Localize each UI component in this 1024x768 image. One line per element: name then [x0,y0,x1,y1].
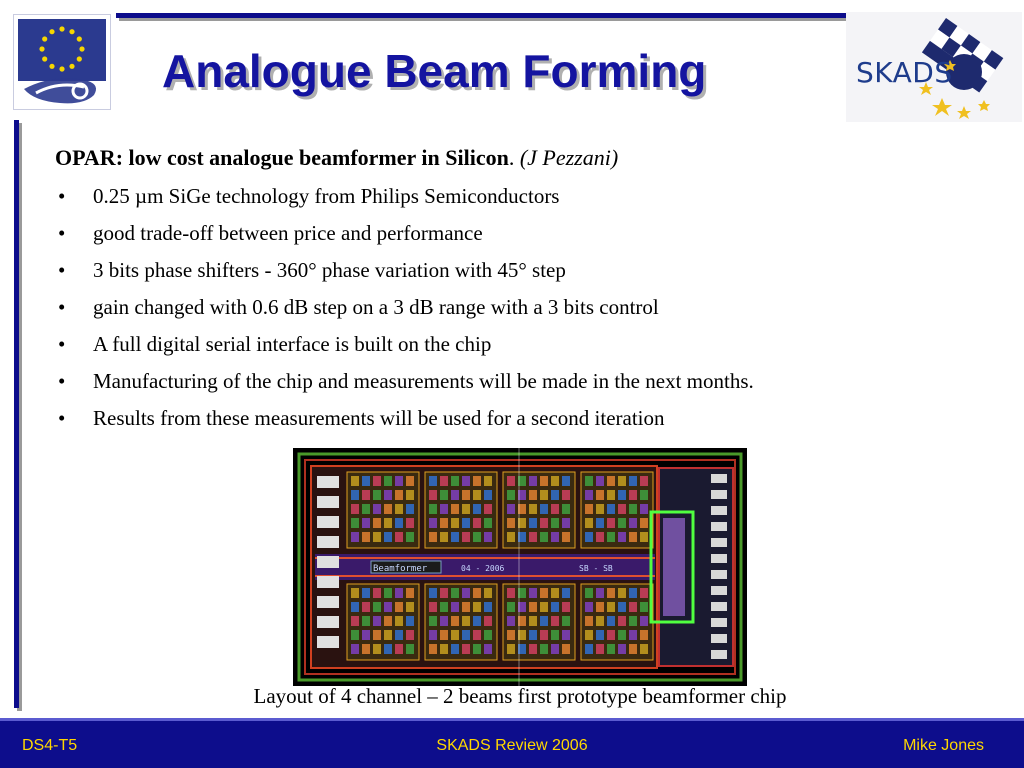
chip-cell [429,532,437,542]
chip-cell [395,490,403,500]
chip-cell [384,588,392,598]
chip-cell [462,490,470,500]
chip-cell [529,518,537,528]
chip-cell [640,490,648,500]
chip-cell [473,504,481,514]
eu-star-icon [69,29,74,34]
slide-heading [55,145,618,171]
chip-cell [585,602,593,612]
chip-cell [607,630,615,640]
chip-cell [562,644,570,654]
chip-cell [429,644,437,654]
chip-cell [551,518,559,528]
beamformer-chip-layout [293,448,747,686]
chip-cell [551,616,559,626]
chip-cell [607,504,615,514]
chip-cell [440,490,448,500]
chip-cell [362,504,370,514]
chip-cell [529,644,537,654]
chip-cell [373,532,381,542]
chip-cell [440,518,448,528]
chip-cell [406,588,414,598]
chip-cell [451,630,459,640]
chip-cell [596,518,604,528]
chip-cell [373,602,381,612]
chip-cell [507,532,515,542]
chip-cell [473,490,481,500]
bullet-text: 0.25 µm SiGe technology from Philips Semiconductors [93,184,560,208]
chip-cell [484,504,492,514]
chip-cell [529,602,537,612]
chip-pad [317,536,339,548]
chip-cell [562,490,570,500]
chip-label-date: 04 - 2006 [461,564,505,573]
chip-cell [607,644,615,654]
chip-pad [711,634,727,643]
chip-cell [618,490,626,500]
chip-cell [351,616,359,626]
chip-cell [395,532,403,542]
chip-cell [607,532,615,542]
chip-cell [540,490,548,500]
eu-star-icon [77,36,82,41]
heading-separator: . [508,145,520,170]
chip-cell [451,504,459,514]
chip-cell [596,602,604,612]
chip-pad [711,554,727,563]
chip-cell [473,602,481,612]
chip-cell [395,602,403,612]
chip-cell [484,602,492,612]
skads-logo-text: SKADS [856,56,953,89]
eu-star-icon [42,36,47,41]
chip-cell [362,518,370,528]
bullet-dot: • [58,221,66,245]
chip-cell [540,476,548,486]
chip-pad [711,474,727,483]
top-frame-rule [116,13,924,18]
chip-cell [429,476,437,486]
chip-cell [484,588,492,598]
chip-cell [585,630,593,640]
chip-cell [351,518,359,528]
chip-cell [596,588,604,598]
chip-cell [351,532,359,542]
chip-cell [507,616,515,626]
chip-cell [618,616,626,626]
chip-cell [406,518,414,528]
chip-cell [585,504,593,514]
chip-cell [618,588,626,598]
chip-pad [711,506,727,515]
chip-cell [640,532,648,542]
chip-cell [585,518,593,528]
chip-cell [462,616,470,626]
chip-cell [451,532,459,542]
chip-cell [629,504,637,514]
chip-cell [451,602,459,612]
chip-cell [529,616,537,626]
chip-pad [317,596,339,608]
bullet-text: Manufacturing of the chip and measurements will be made in the next months. [93,369,754,393]
chip-cell [373,630,381,640]
chip-cell [406,532,414,542]
chip-cell [507,504,515,514]
eu-flag-icon [14,15,110,109]
eu-star-icon [77,56,82,61]
chip-pad [317,576,339,588]
chip-cell [406,490,414,500]
chip-cell [462,602,470,612]
chip-pad [317,496,339,508]
bullet-text: 3 bits phase shifters - 360° phase variation with 45° step [93,258,566,282]
chip-cell [507,630,515,640]
chip-cell [473,476,481,486]
chip-pad [317,616,339,628]
chip-cell [395,588,403,598]
chip-cell [585,490,593,500]
chip-cell [529,504,537,514]
chip-pad [711,650,727,659]
chip-cell [484,630,492,640]
eu-star-icon [59,66,64,71]
chip-cell [484,644,492,654]
chip-cell [351,476,359,486]
chip-cell [596,630,604,640]
eu-star-icon [69,64,74,69]
chip-pad [711,522,727,531]
chip-cell [351,602,359,612]
chip-cell [440,616,448,626]
eu-star-icon [49,64,54,69]
eu-star-icon [79,46,84,51]
chip-cell [373,490,381,500]
left-frame-rule [14,120,19,708]
chip-cell [618,630,626,640]
chip-cell [473,532,481,542]
chip-cell [629,602,637,612]
heading-bold-text: OPAR: low cost analogue beamformer in Silicon [55,145,509,170]
chip-cell [462,532,470,542]
chip-cell [507,644,515,654]
chip-cell [607,588,615,598]
chip-cell [629,476,637,486]
chip-cell [562,532,570,542]
chip-cell [384,644,392,654]
chip-cell [507,602,515,612]
chip-cell [629,630,637,640]
chip-cell [607,616,615,626]
footer-right-text: Mike Jones [903,737,984,754]
chip-cell [395,616,403,626]
chip-cell [551,532,559,542]
chip-cell [451,476,459,486]
chip-cell [484,490,492,500]
chip-cell [395,518,403,528]
chip-cell [529,630,537,640]
bullet-dot: • [58,369,66,393]
chip-cell [473,644,481,654]
chip-cell [629,518,637,528]
chip-cell [395,630,403,640]
chip-cell [429,616,437,626]
chip-cell [596,504,604,514]
chip-cell [451,490,459,500]
chip-cell [540,532,548,542]
chip-cell [384,532,392,542]
chip-cell [640,630,648,640]
bullet-dot: • [58,406,66,430]
chip-cell [373,504,381,514]
chip-cell [629,490,637,500]
chip-cell [395,476,403,486]
chip-cell [629,588,637,598]
chip-cell [362,644,370,654]
chip-cell [384,476,392,486]
chip-cell [607,476,615,486]
chip-pad [317,636,339,648]
chip-cell [406,504,414,514]
footer-left-text: DS4-T5 [22,737,78,754]
chip-cell [551,490,559,500]
chip-label-beamformer: Beamformer [373,564,428,574]
heading-author: (J Pezzani) [519,145,619,170]
chip-cell [562,616,570,626]
chip-cell [362,490,370,500]
chip-cell [451,616,459,626]
chip-pad [711,570,727,579]
chip-cell [462,644,470,654]
bullet-text: good trade-off between price and performance [93,221,483,245]
chip-cell [373,644,381,654]
eu-star-icon [49,29,54,34]
chip-cell [406,616,414,626]
chip-cell [429,490,437,500]
chip-pad [317,556,339,568]
chip-cell [373,518,381,528]
chip-cell [440,602,448,612]
chip-cell [640,588,648,598]
chip-cell [507,476,515,486]
chip-cell [629,644,637,654]
chip-pad [711,602,727,611]
chip-cell [540,602,548,612]
chip-cell [440,532,448,542]
chip-cell [551,630,559,640]
chip-cell [384,630,392,640]
chip-cell [395,644,403,654]
chip-cell [440,644,448,654]
chip-cell [540,630,548,640]
chip-cell [540,588,548,598]
chip-cell [629,616,637,626]
footer-center-text: SKADS Review 2006 [436,737,588,754]
chip-cell [585,644,593,654]
chip-cell [473,518,481,528]
chip-cell [384,490,392,500]
chip-cell [462,476,470,486]
chip-cell [462,588,470,598]
chip-cell [484,532,492,542]
chip-cell [484,476,492,486]
eu-star-icon [59,26,64,31]
chip-cell [551,504,559,514]
chip-cell [551,602,559,612]
chip-cell [373,476,381,486]
chip-cell [596,644,604,654]
chip-cell [640,504,648,514]
chip-pad [711,538,727,547]
chip-cell [351,504,359,514]
chip-cell [351,644,359,654]
chip-cell [529,476,537,486]
chip-cell [507,490,515,500]
chip-cell [640,644,648,654]
chip-cell [596,532,604,542]
chip-cell [473,616,481,626]
chip-cell [473,588,481,598]
chip-pad [711,490,727,499]
chip-cell [596,476,604,486]
chip-cell [640,616,648,626]
chip-cell [351,630,359,640]
chip-cell [473,630,481,640]
chip-cell [640,476,648,486]
chip-cell [451,518,459,528]
chip-cell [362,630,370,640]
chip-cell [440,630,448,640]
chip-cell [462,504,470,514]
chip-cell [618,518,626,528]
chip-cell [440,504,448,514]
chip-cell [562,518,570,528]
chip-pad [317,476,339,488]
chip-label-sb: SB - SB [579,564,613,573]
chip-cell [540,504,548,514]
chip-cell [429,602,437,612]
chip-cell [562,476,570,486]
chip-cell [596,616,604,626]
chip-cell [484,616,492,626]
chip-pad [711,586,727,595]
bullet-text: A full digital serial interface is built on the chip [93,332,492,356]
chip-cell [562,588,570,598]
bullet-text: gain changed with 0.6 dB step on a 3 dB range with a 3 bits control [93,295,659,319]
chip-cell [451,588,459,598]
chip-cell [529,588,537,598]
footer-rule [0,718,1024,721]
chip-cell [406,602,414,612]
chip-cell [395,504,403,514]
chip-cell [429,518,437,528]
chip-cell [507,518,515,528]
chip-cell [384,518,392,528]
chip-cell [351,588,359,598]
chip-cell [551,476,559,486]
chip-pad [317,516,339,528]
chip-cell [562,630,570,640]
chip-cell [406,476,414,486]
chip-cell [562,504,570,514]
chip-cell [618,504,626,514]
chip-cell [551,644,559,654]
chip-cell [540,616,548,626]
chip-cell [529,532,537,542]
chip-cell [429,504,437,514]
chip-cell [551,588,559,598]
slide-title: Analogue Beam Forming [162,45,707,97]
chip-cell [529,490,537,500]
chip-cell [362,588,370,598]
chip-cell [618,602,626,612]
chip-cell [362,602,370,612]
chip-cell [585,588,593,598]
chip-cell [406,644,414,654]
chip-cell [373,616,381,626]
chip-cell [451,644,459,654]
chip-cell [607,602,615,612]
image-caption: Layout of 4 channel – 2 beams first prototype beamformer chip [253,684,787,708]
chip-cell [462,518,470,528]
chip-cell [585,476,593,486]
chip-cell [585,616,593,626]
chip-cell [507,588,515,598]
chip-cell [373,588,381,598]
bullet-dot: • [58,258,66,282]
chip-cell [618,644,626,654]
bullet-dot: • [58,295,66,319]
chip-cell [607,518,615,528]
chip-cell [462,630,470,640]
chip-cell [562,602,570,612]
eu-fp6-logo [13,14,111,110]
bullet-text: Results from these measurements will be used for a second iteration [93,406,665,430]
chip-cell [540,518,548,528]
chip-cell [484,518,492,528]
chip-cell [596,490,604,500]
chip-cell [429,630,437,640]
chip-cell [384,602,392,612]
chip-cell [384,616,392,626]
chip-cell [351,490,359,500]
chip-cell [406,630,414,640]
bullet-dot: • [58,332,66,356]
chip-cell [640,518,648,528]
chip-cell [429,588,437,598]
chip-cell [440,588,448,598]
chip-cell [618,476,626,486]
chip-cell [618,532,626,542]
chip-cell [362,616,370,626]
eu-star-icon [42,56,47,61]
chip-cell [540,644,548,654]
chip-cell [440,476,448,486]
chip-cell [362,476,370,486]
chip-cell [640,602,648,612]
chip-cell [585,532,593,542]
chip-cell [384,504,392,514]
chip-layout-image [293,448,747,686]
bullet-dot: • [58,184,66,208]
chip-cell [607,490,615,500]
chip-pad [711,618,727,627]
chip-cell [629,532,637,542]
eu-star-icon [39,46,44,51]
chip-cell [362,532,370,542]
